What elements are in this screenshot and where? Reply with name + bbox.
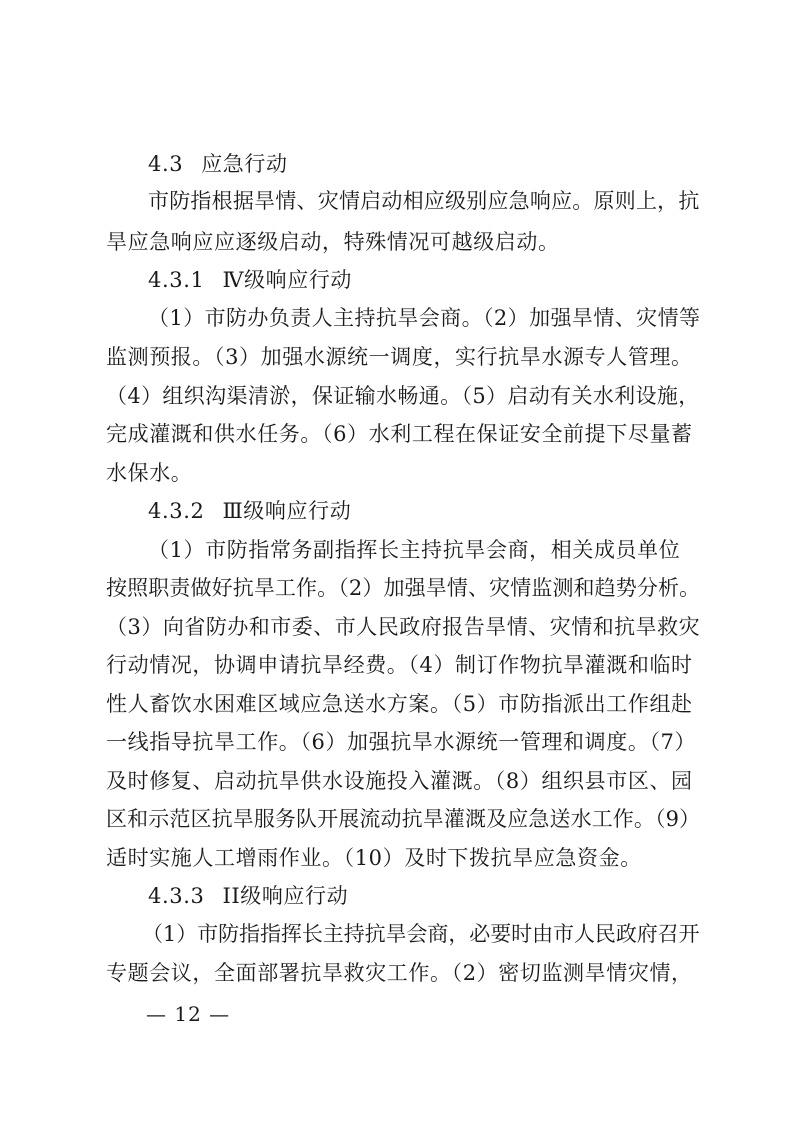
- paragraph-line: （1）市防指常务副指挥长主持抗旱会商，相关成员单位: [148, 538, 681, 562]
- paragraph-line: 适时实施人工增雨作业。（10）及时下拨抗旱应急资金。: [106, 846, 642, 870]
- page-number: — 12 —: [146, 1002, 231, 1026]
- paragraph-line: 性人畜饮水困难区域应急送水方案。（5）市防指派出工作组赴: [106, 692, 693, 716]
- section-number: 4.3.3: [148, 884, 205, 908]
- paragraph-line: （3）向省防办和市委、市人民政府报告旱情、灾情和抗旱救灾: [106, 615, 701, 639]
- paragraph-line: 旱应急响应应逐级启动，特殊情况可越级启动。: [106, 230, 560, 254]
- section-title: 应急行动: [201, 152, 288, 176]
- section-heading-4-3-2: [148, 497, 351, 525]
- paragraph-line: 市防指根据旱情、灾情启动相应级别应急响应。原则上，抗: [148, 189, 700, 213]
- paragraph-line: 监测预报。（3）加强水源统一调度，实行抗旱水源专人管理。: [106, 345, 693, 369]
- section-heading-4-3-1: [148, 266, 352, 294]
- section-title: II级响应行动: [222, 884, 349, 908]
- paragraph-line: 完成灌溉和供水任务。（6）水利工程在保证安全前提下尽量蓄: [106, 422, 693, 446]
- paragraph-line: 按照职责做好抗旱工作。（2）加强旱情、灾情监测和趋势分析。: [106, 576, 701, 600]
- paragraph-line: 一线指导抗旱工作。（6）加强抗旱水源统一管理和调度。（7）: [106, 730, 697, 754]
- section-number: 4.3.2: [148, 499, 205, 523]
- paragraph-line: 及时修复、启动抗旱供水设施投入灌溉。（8）组织县市区、园: [106, 769, 693, 793]
- paragraph-line: 水保水。: [106, 461, 193, 485]
- paragraph-line: （1）市防办负责人主持抗旱会商。（2）加强旱情、灾情等: [148, 306, 701, 330]
- section-title: Ⅲ级响应行动: [222, 499, 352, 523]
- section-number: 4.3: [148, 152, 184, 176]
- paragraph-line: 专题会议，全面部署抗旱救灾工作。（2）密切监测旱情灾情，: [106, 961, 693, 985]
- section-heading-4-3: [148, 150, 288, 178]
- paragraph-line: 区和示范区抗旱服务队开展流动抗旱灌溉及应急送水工作。（9）: [106, 807, 701, 831]
- paragraph-line: （4）组织沟渠清淤，保证输水畅通。（5）启动有关水利设施，: [106, 384, 700, 408]
- paragraph-line: （1）市防指指挥长主持抗旱会商，必要时由市人民政府召开: [142, 922, 700, 946]
- section-number: 4.3.1: [148, 268, 205, 292]
- paragraph-line: 行动情况，协调申请抗旱经费。（4）制订作物抗旱灌溉和临时: [106, 653, 693, 677]
- section-heading-4-3-3: [148, 882, 348, 910]
- section-title: Ⅳ级响应行动: [222, 268, 353, 292]
